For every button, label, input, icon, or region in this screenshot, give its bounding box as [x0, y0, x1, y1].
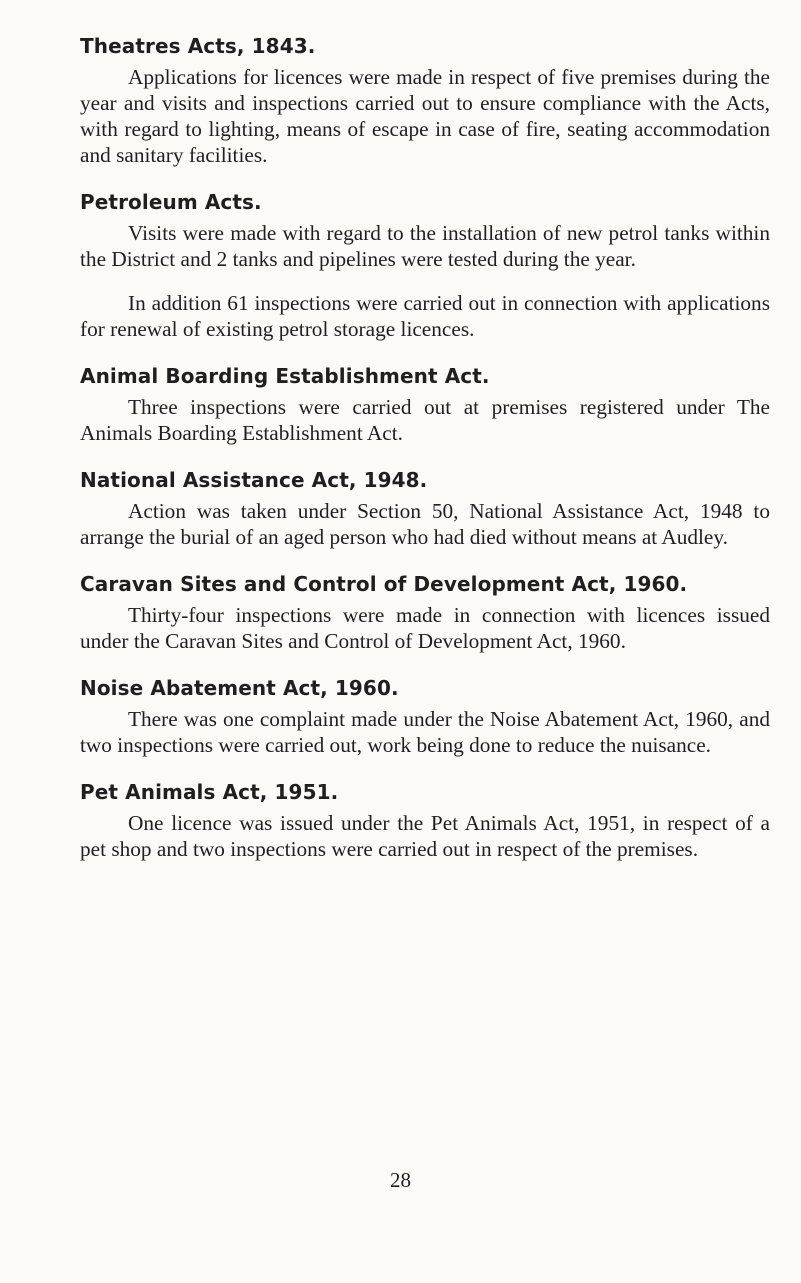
section-heading: Petroleum Acts. — [80, 190, 262, 214]
document-page — [80, 32, 770, 882]
section-heading: Animal Boarding Establishment Act. — [80, 364, 490, 388]
section-paragraph: Thirty-four inspections were made in connection with licences issued under the Caravan Sites and Control of Development Act, 1960. — [80, 603, 770, 653]
section-paragraph: Action was taken under Section 50, National Assistance Act, 1948 to arrange the burial of an aged person who had died without means at Audley. — [80, 499, 770, 549]
section-paragraph: Applications for licences were made in respect of five premises during the year and visits and inspections carried out to ensure compliance with the Acts, with regard to lighting, means of escape in case of fire, seating accommodation and sanitary facilities. — [80, 65, 770, 167]
section-paragraph: There was one complaint made under the Noise Abatement Act, 1960, and two inspections were carried out, work being done to reduce the nuisance. — [80, 707, 770, 757]
section-heading: Pet Animals Act, 1951. — [80, 780, 339, 804]
section-paragraph: Visits were made with regard to the installation of new petrol tanks within the District and 2 tanks and pipelines were tested during the year. — [80, 221, 770, 271]
section-theatres-acts — [80, 32, 770, 168]
section-caravan-sites — [80, 570, 770, 654]
section-petroleum-acts — [80, 188, 770, 342]
section-noise-abatement — [80, 674, 770, 758]
section-pet-animals — [80, 778, 770, 862]
section-heading: Theatres Acts, 1843. — [80, 34, 316, 58]
section-animal-boarding — [80, 362, 770, 446]
section-heading: Noise Abatement Act, 1960. — [80, 676, 399, 700]
section-heading: Caravan Sites and Control of Development Act, 1960. — [80, 572, 688, 596]
section-paragraph: In addition 61 inspections were carried out in connection with applications for renewal of existing petrol storage licences. — [80, 291, 770, 341]
section-heading: National Assistance Act, 1948. — [80, 468, 428, 492]
section-paragraph: Three inspections were carried out at premises registered under The Animals Boarding Establishment Act. — [80, 395, 770, 445]
section-national-assistance — [80, 466, 770, 550]
page-number: 28 — [390, 1168, 411, 1192]
section-paragraph: One licence was issued under the Pet Animals Act, 1951, in respect of a pet shop and two inspections were carried out in respect of the premises. — [80, 811, 770, 861]
